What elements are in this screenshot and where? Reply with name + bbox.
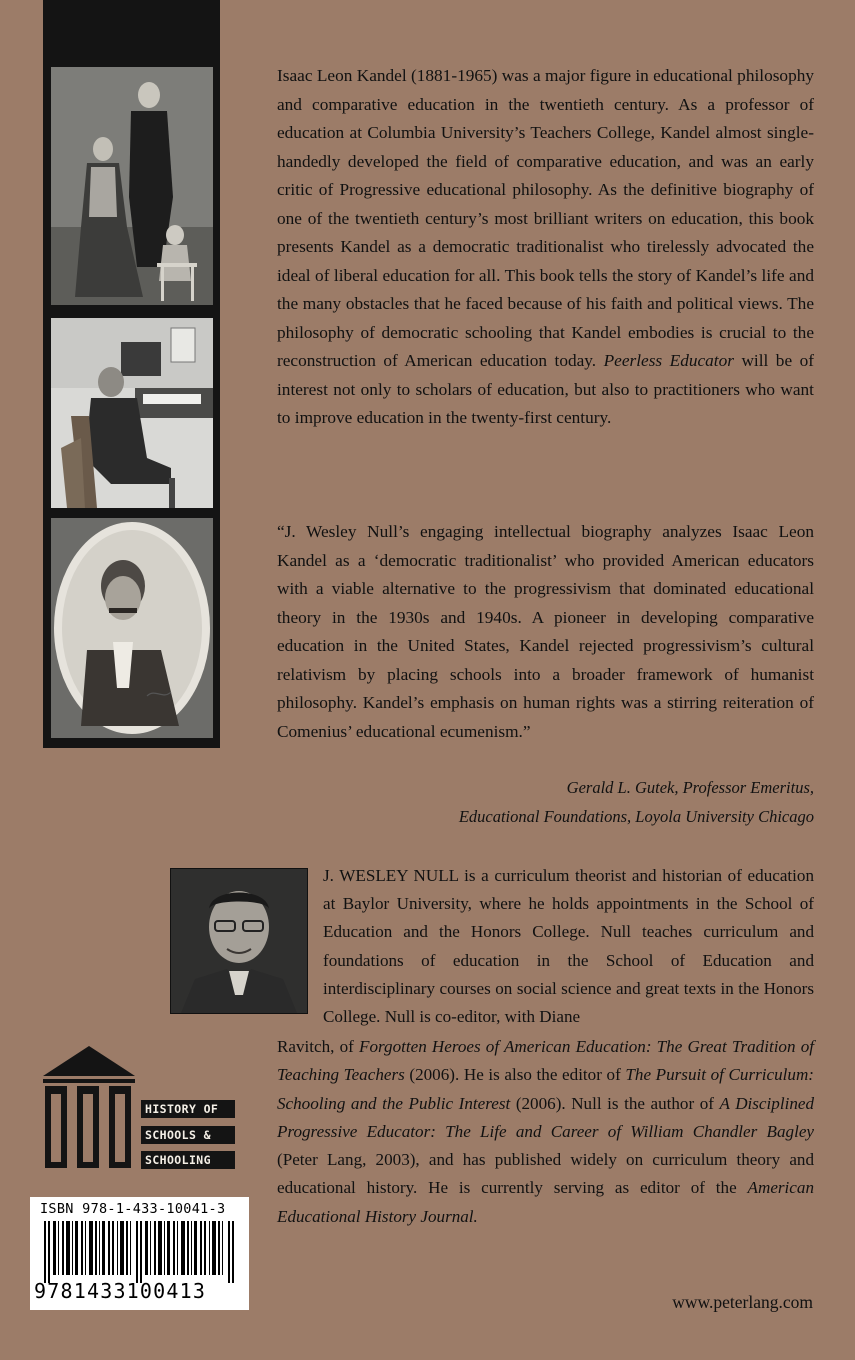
endorsement-attribution-name: Gerald L. Gutek, Professor Emeritus, <box>566 778 814 797</box>
family-portrait-photo <box>51 67 213 305</box>
author-bio-text-3: (2006). He is also the editor of <box>409 1065 621 1085</box>
book-title-pursuit-of-curriculum: The Pursuit of Curriculum: Schooling and the Public Interest <box>277 1065 814 1113</box>
desk-portrait-photo <box>51 318 213 508</box>
author-bio-text-5: (Peter Lang, 2003), and has published widely on curriculum theory and educational history. He is currently serving as editor of the <box>277 1150 814 1198</box>
book-title-italic: Peerless Educator <box>603 351 734 370</box>
book-title-forgotten-heroes: Forgotten Heroes of American Education: The Great Tradition of Teaching Teachers <box>277 1037 814 1085</box>
author-bio-intro <box>323 862 814 1031</box>
author-photo <box>170 868 308 1014</box>
journal-title: American Educational History Journal. <box>277 1178 814 1226</box>
barcode-digits: 9781433100413 <box>34 1279 207 1303</box>
endorsement-attribution-affiliation: Educational Foundations, Loyola University Chicago <box>458 807 814 826</box>
author-bio-text-4: (2006). Null is the author of <box>515 1093 714 1113</box>
endorsement-quote: “J. Wesley Null’s engaging intellectual biography analyzes Isaac Leon Kandel as a ‘democratic traditionalist’ who provided American educators with a viable alternative to the progressivism that dominated educational theory in the 1930s and 1940s. A pioneer in developing comparative education in the United States, Kandel rejected progressivism’s cultural relativism by placing schools into a broader framework of humanist philosophy. Kandel’s emphasis on human rights was a stirring reiteration of Comenius’ educational ecumenism.” <box>277 522 814 741</box>
oval-portrait-photo <box>51 518 213 738</box>
author-bio-text: is a curriculum theorist and historian of education at Baylor University, where he holds appointments in the School of Education and the Honors College. Null teaches curriculum and foundations of education in the School of Education and interdisciplinary courses on social science and great texts in the Honors College. Null is co-editor, with Diane <box>323 866 815 1027</box>
description-text: Isaac Leon Kandel (1881-1965) was a major figure in educational philosophy and comparative education in the twentieth century. As a professor of education at Columbia University’s Teachers College, Kandel almost single-handedly developed the field of comparative education, and was an early critic of Progressive educational philosophy. As the definitive biography of one of the twentieth century’s most brilliant writers on education, this book presents Kandel as a democratic traditionalist who tirelessly advocated the ideal of liberal education for all. This book tells the story of Kandel’s life and the many obstacles that he faced because of his faith and political views. The philosophy of democratic schooling that Kandel embodies is crucial to the reconstruction of American education today. <box>277 66 814 370</box>
barcode-bars-icon <box>44 1221 238 1283</box>
historical-photo-strip <box>43 0 220 748</box>
author-bio-text-2: Ravitch, of <box>277 1037 354 1056</box>
author-bio-continued <box>277 1033 814 1231</box>
series-label-line3: SCHOOLING <box>141 1151 235 1169</box>
publisher-website: www.peterlang.com <box>672 1292 813 1312</box>
isbn-barcode <box>30 1197 249 1310</box>
description-text-end: will be of interest not only to scholars of education, but also to practitioners who want to improve education in the twenty-first century. <box>277 351 814 427</box>
book-title-disciplined-progressive: A Disciplined Progressive Educator: The Life and Career of William Chandler Bagley <box>277 1093 814 1141</box>
series-label-line1: HISTORY OF <box>141 1100 235 1118</box>
series-label-line2: SCHOOLS & <box>141 1126 235 1144</box>
author-name: J. WESLEY NULL <box>323 866 459 885</box>
isbn-label: ISBN 978-1-433-10041-3 <box>40 1201 226 1217</box>
book-description <box>277 62 814 433</box>
